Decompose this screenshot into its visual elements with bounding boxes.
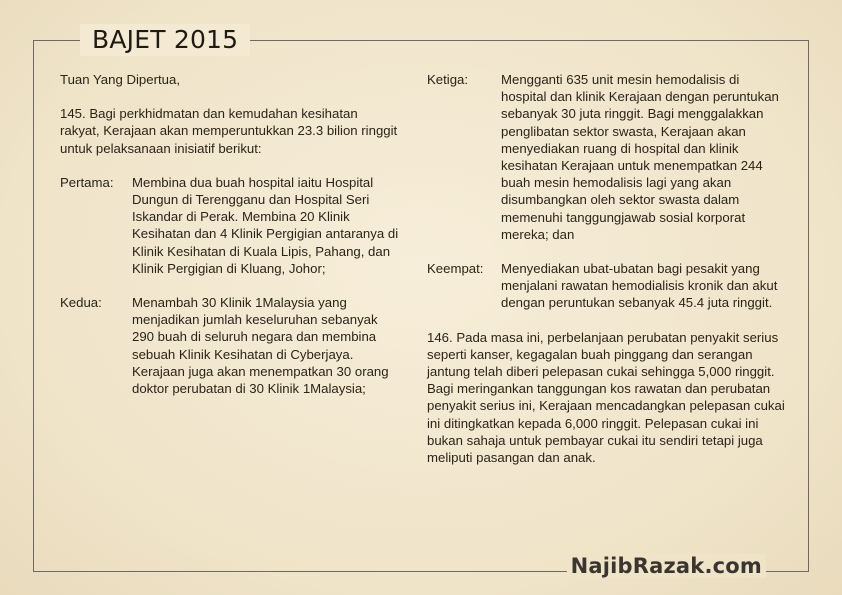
item-text: Mengganti 635 unit mesin hemodalisis di hospital dan klinik Kerajaan dengan peruntukan sebanyak 30 juta ringgit. Bagi menggalakkan penglibatan sektor swasta, Kerajaan akan menyediakan ruang di hospital dan klinik kesihatan Kerajaan untuk menempatkan 244 buah mesin hemodalisis lagi yang akan disumbangkan oleh sektor swasta dalam memenuhi tanggungjawab sosial korporat mereka; dan (501, 72, 779, 242)
item-text: Menambah 30 Klinik 1Malaysia yang menjadikan jumlah keseluruhan sebanyak 290 buah di seluruh negara dan membina sebuah Klinik Kesihatan di Cyberjaya. Kerajaan juga akan menempatkan 30 orang doktor perubatan di 30 Klinik 1Malaysia; (132, 295, 389, 397)
paragraph-145: 145. Bagi perkhidmatan dan kemudahan kesihatan rakyat, Kerajaan akan memperuntukkan 23.3 bilion ringgit untuk pelaksanaan inisiatif berikut: (60, 106, 398, 156)
list-item-kedua (60, 294, 400, 397)
paragraph-146: 146. Pada masa ini, perbelanjaan perubatan penyakit serius seperti kanser, kegagalan buah pinggang dan serangan jantung telah diberi pelepasan cukai sehingga 5,000 ringgit. Bagi meringankan tanggungan kos rawatan dan perubatan penyakit serius ini, Kerajaan mencadangkan pelepasan cukai ini ditingkatkan kepada 6,000 ringgit. Pelepasan cukai ini bukan sahaja untuk pembayar cukai itu sendiri tetapi juga meliputi pasangan dan anak. (427, 329, 785, 466)
list-item-keempat (427, 260, 787, 312)
item-key: Pertama: (60, 174, 114, 190)
item-key: Keempat: (427, 261, 484, 277)
page-title: BAJET 2015 (80, 24, 250, 56)
salutation: Tuan Yang Dipertua, (60, 72, 180, 87)
left-column (60, 71, 400, 397)
list-item-ketiga (427, 71, 787, 243)
site-brand: NajibRazak.com (567, 554, 766, 578)
item-key: Kedua: (60, 295, 102, 311)
right-column (427, 71, 787, 466)
item-key: Ketiga: (427, 72, 469, 87)
item-text: Membina dua buah hospital iaitu Hospital Dungun di Terengganu dan Hospital Seri Iskandar di Perak. Membina 20 Klinik Kesihatan dan 4 Klinik Pergigian antaranya di Klinik Kesihatan di Kuala Lipis, Pahang, dan Klinik Pergigian di Kluang, Johor; (132, 174, 399, 276)
item-text: Menyediakan ubat-ubatan bagi pesakit yang menjalani rawatan hemodialisis kronik dan akut dengan peruntukan sebanyak 45.4 juta ringgit. (501, 261, 778, 311)
list-item-pertama (60, 174, 400, 277)
